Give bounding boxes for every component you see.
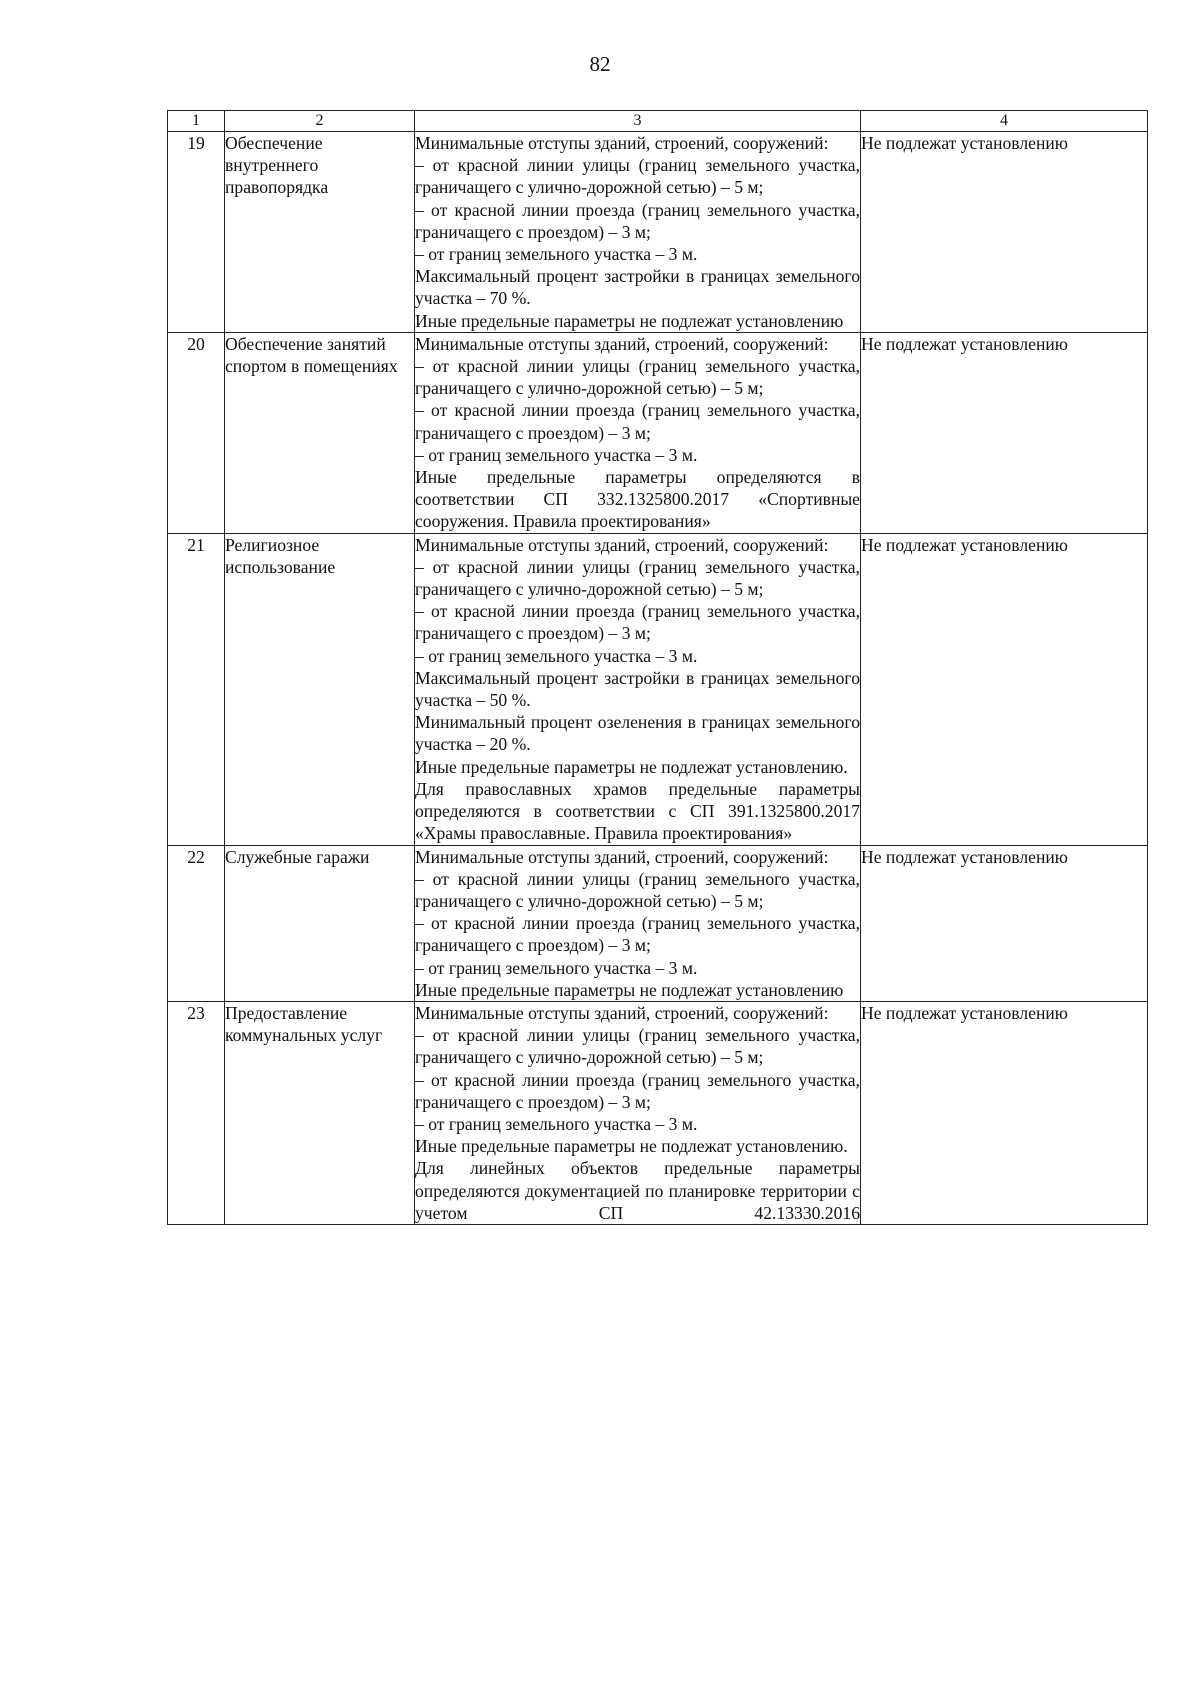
- parameter-paragraph: – от границ земельного участка – 3 м.: [415, 957, 698, 978]
- parameter-paragraph: – от границ земельного участка – 3 м.: [415, 444, 698, 465]
- parameter-paragraph: Минимальные отступы зданий, строений, сооружений:: [415, 534, 829, 555]
- parameter-paragraph: – от границ земельного участка – 3 м.: [415, 244, 698, 265]
- parameter-paragraph: – от красной линии улицы (границ земельного участка, граничащего с улично-дорожной сетью) – 5 м;: [415, 1025, 860, 1068]
- parameter-paragraph: – от границ земельного участка – 3 м.: [415, 645, 698, 666]
- row-number: 21: [168, 533, 225, 845]
- parameter-paragraph: Иные предельные параметры не подлежат установлению: [415, 979, 844, 1000]
- table-row: [168, 845, 1148, 1001]
- table-row: [168, 1001, 1148, 1224]
- land-use-type: Религиозное использование: [225, 533, 415, 845]
- parameter-paragraph: – от красной линии проезда (границ земельного участка, граничащего с проездом) – 3 м;: [415, 400, 860, 443]
- parameter-paragraph: – от красной линии улицы (границ земельного участка, граничащего с улично-дорожной сетью) – 5 м;: [415, 868, 860, 911]
- row-number: 23: [168, 1001, 225, 1224]
- restrictions: Не подлежат установлению: [861, 1001, 1148, 1224]
- land-use-type: Предоставление коммунальных услуг: [225, 1001, 415, 1224]
- restrictions: Не подлежат установлению: [861, 533, 1148, 845]
- land-use-type: Обеспечение занятий спортом в помещениях: [225, 332, 415, 533]
- table-row: [168, 533, 1148, 845]
- parameter-paragraph: Минимальные отступы зданий, строений, сооружений:: [415, 133, 829, 153]
- restrictions: Не подлежат установлению: [861, 845, 1148, 1001]
- parameter-paragraph: Иные предельные параметры определяются в соответствии СП 332.1325800.2017 «Спортивные сооружения. Правила проектирования»: [415, 467, 860, 532]
- parameter-paragraph: – от красной линии проезда (границ земельного участка, граничащего с проездом) – 3 м;: [415, 601, 860, 644]
- header-col-1: 1: [168, 111, 225, 132]
- parameter-paragraph: – от красной линии улицы (границ земельного участка, граничащего с улично-дорожной сетью) – 5 м;: [415, 556, 860, 600]
- parameter-paragraph: – от красной линии улицы (границ земельного участка, граничащего с улично-дорожной сетью) – 5 м;: [415, 356, 860, 399]
- land-use-type: Обеспечение внутреннего правопорядка: [225, 132, 415, 333]
- limit-parameters: [415, 332, 861, 533]
- parameter-paragraph: – от красной линии проезда (границ земельного участка, граничащего с проездом) – 3 м;: [415, 1069, 860, 1112]
- restrictions: Не подлежат установлению: [861, 332, 1148, 533]
- parameter-paragraph: Минимальные отступы зданий, строений, сооружений:: [415, 1002, 829, 1023]
- parameter-paragraph: Максимальный процент застройки в границах земельного участка – 70 %.: [415, 266, 860, 309]
- parameter-paragraph: – от красной линии проезда (границ земельного участка, граничащего с проездом) – 3 м;: [415, 913, 860, 956]
- table-body: [168, 132, 1148, 1225]
- parameter-paragraph: Иные предельные параметры не подлежат установлению: [415, 310, 844, 331]
- limit-parameters: [415, 132, 861, 333]
- parameter-paragraph: Минимальные отступы зданий, строений, сооружений:: [415, 333, 829, 354]
- parameter-paragraph: Минимальный процент озеленения в границах земельного участка – 20 %.: [415, 712, 860, 755]
- header-col-3: 3: [415, 111, 861, 132]
- limit-parameters: [415, 533, 861, 845]
- regulations-table: [167, 110, 1148, 1225]
- table-row: [168, 132, 1148, 333]
- parameter-paragraph: Максимальный процент застройки в границах земельного участка – 50 %.: [415, 667, 860, 711]
- row-number: 19: [168, 132, 225, 333]
- parameter-paragraph: Для линейных объектов предельные параметры определяются документацией по планировке территории с учетом СП 42.13330.2016: [415, 1158, 860, 1223]
- page-number: 82: [589, 52, 611, 76]
- header-col-2: 2: [225, 111, 415, 132]
- row-number: 20: [168, 332, 225, 533]
- parameter-paragraph: Иные предельные параметры не подлежат установлению.: [415, 756, 848, 777]
- parameter-paragraph: – от красной линии проезда (границ земельного участка, граничащего с проездом) – 3 м;: [415, 199, 860, 242]
- parameter-paragraph: – от красной линии улицы (границ земельного участка, граничащего с улично-дорожной сетью) – 5 м;: [415, 155, 860, 198]
- row-number: 22: [168, 845, 225, 1001]
- parameter-paragraph: Минимальные отступы зданий, строений, сооружений:: [415, 846, 829, 867]
- parameter-paragraph: Иные предельные параметры не подлежат установлению.: [415, 1136, 848, 1157]
- table-header-row: [168, 111, 1148, 132]
- restrictions: Не подлежат установлению: [861, 132, 1148, 333]
- parameter-paragraph: – от границ земельного участка – 3 м.: [415, 1113, 698, 1134]
- limit-parameters: [415, 845, 861, 1001]
- limit-parameters: [415, 1001, 861, 1224]
- land-use-type: Служебные гаражи: [225, 845, 415, 1001]
- header-col-4: 4: [861, 111, 1148, 132]
- table-row: [168, 332, 1148, 533]
- parameter-paragraph: Для православных храмов предельные параметры определяются в соответствии с СП 391.1325800.2017 «Храмы православные. Правила проектирования»: [415, 778, 860, 844]
